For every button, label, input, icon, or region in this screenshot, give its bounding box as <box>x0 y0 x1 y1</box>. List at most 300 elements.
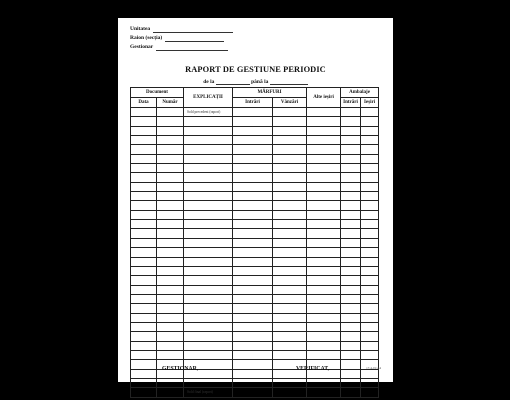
table-cell[interactable] <box>184 266 233 275</box>
table-cell[interactable] <box>233 360 273 369</box>
period-line <box>118 78 393 85</box>
table-cell[interactable] <box>361 294 379 303</box>
table-cell[interactable] <box>184 136 233 145</box>
table-cell[interactable] <box>361 210 379 219</box>
table-cell[interactable] <box>184 192 233 201</box>
table-cell[interactable] <box>307 276 341 285</box>
table-cell[interactable] <box>131 238 157 247</box>
table-cell[interactable] <box>361 369 379 378</box>
table-cell[interactable] <box>273 276 307 285</box>
table-cell[interactable] <box>184 145 233 154</box>
table-cell[interactable] <box>307 313 341 322</box>
table-cell[interactable] <box>233 229 273 238</box>
table-cell[interactable] <box>157 201 184 210</box>
period-to-blank[interactable] <box>270 78 308 85</box>
table-cell[interactable] <box>131 257 157 266</box>
table-cell[interactable] <box>157 378 184 387</box>
table-row <box>131 332 379 341</box>
table-cell[interactable] <box>307 388 341 397</box>
table-cell[interactable] <box>341 145 361 154</box>
table-cell[interactable] <box>361 220 379 229</box>
table-row <box>131 229 379 238</box>
table-cell[interactable] <box>361 108 379 117</box>
table-cell[interactable] <box>131 266 157 275</box>
table-cell[interactable] <box>341 332 361 341</box>
table-cell[interactable] <box>233 257 273 266</box>
table-cell[interactable] <box>233 341 273 350</box>
table-cell[interactable] <box>157 154 184 163</box>
table-cell[interactable] <box>361 313 379 322</box>
table-cell[interactable] <box>307 145 341 154</box>
table-cell[interactable] <box>307 117 341 126</box>
table-row <box>131 220 379 229</box>
closing-balance-cell: Sold final (raport) <box>184 388 233 397</box>
table-cell[interactable] <box>131 182 157 191</box>
table-cell[interactable] <box>184 173 233 182</box>
table-cell[interactable] <box>307 164 341 173</box>
table-cell[interactable] <box>361 229 379 238</box>
table-cell[interactable] <box>341 350 361 359</box>
table-cell[interactable] <box>341 378 361 387</box>
table-row <box>131 182 379 191</box>
report-table <box>130 87 379 398</box>
table-cell[interactable] <box>307 108 341 117</box>
period-from-blank[interactable] <box>216 78 250 85</box>
table-cell[interactable] <box>233 276 273 285</box>
table-cell[interactable] <box>361 154 379 163</box>
table-cell[interactable] <box>307 201 341 210</box>
table-cell[interactable] <box>307 350 341 359</box>
table-cell[interactable] <box>273 154 307 163</box>
form-title: RAPORT DE GESTIUNE PERIODIC <box>185 65 326 74</box>
table-cell[interactable] <box>341 164 361 173</box>
table-cell[interactable] <box>184 229 233 238</box>
table-cell[interactable] <box>307 182 341 191</box>
table-row <box>131 145 379 154</box>
table-row <box>131 285 379 294</box>
table-cell[interactable] <box>341 248 361 257</box>
table-cell[interactable] <box>361 257 379 266</box>
table-cell[interactable] <box>341 304 361 313</box>
table-cell[interactable] <box>307 136 341 145</box>
table-cell[interactable] <box>361 388 379 397</box>
table-cell[interactable] <box>157 210 184 219</box>
table-cell[interactable] <box>184 304 233 313</box>
table-body <box>131 108 379 398</box>
table-cell[interactable] <box>157 350 184 359</box>
table-cell[interactable] <box>233 369 273 378</box>
table-row <box>131 108 379 117</box>
table-cell[interactable] <box>273 201 307 210</box>
packaging-group-header: Ambalaje <box>341 88 379 98</box>
department-label: Raion (secția) <box>130 35 163 41</box>
table-cell[interactable] <box>273 313 307 322</box>
table-row <box>131 388 379 397</box>
table-cell[interactable] <box>157 341 184 350</box>
table-cell[interactable] <box>233 192 273 201</box>
table-cell[interactable] <box>307 322 341 331</box>
table-cell[interactable] <box>233 313 273 322</box>
table-cell[interactable] <box>184 378 233 387</box>
table-cell[interactable] <box>361 285 379 294</box>
table-cell[interactable] <box>307 332 341 341</box>
table-cell[interactable] <box>233 117 273 126</box>
table-cell[interactable] <box>307 173 341 182</box>
table-cell[interactable] <box>307 154 341 163</box>
table-cell[interactable] <box>273 145 307 154</box>
unit-label: Unitatea <box>130 26 151 32</box>
table-cell[interactable] <box>157 313 184 322</box>
table-cell[interactable] <box>341 192 361 201</box>
table-cell[interactable] <box>341 108 361 117</box>
table-cell[interactable] <box>341 360 361 369</box>
department-field <box>130 35 224 42</box>
table-cell[interactable] <box>157 276 184 285</box>
table-row <box>131 304 379 313</box>
table-cell[interactable] <box>341 182 361 191</box>
table-cell[interactable] <box>307 238 341 247</box>
table-cell[interactable] <box>341 126 361 135</box>
table-cell[interactable] <box>131 276 157 285</box>
table-row <box>131 322 379 331</box>
table-row <box>131 164 379 173</box>
table-cell[interactable] <box>273 248 307 257</box>
unit-line[interactable] <box>153 26 233 33</box>
table-cell[interactable] <box>131 341 157 350</box>
table-cell[interactable] <box>233 210 273 219</box>
table-cell[interactable] <box>233 182 273 191</box>
table-row <box>131 192 379 201</box>
table-cell[interactable] <box>361 201 379 210</box>
table-cell[interactable] <box>361 378 379 387</box>
table-cell[interactable] <box>361 276 379 285</box>
table-cell[interactable] <box>131 229 157 238</box>
date-header: Data <box>131 98 157 108</box>
table-cell[interactable] <box>131 136 157 145</box>
table-cell[interactable] <box>157 285 184 294</box>
table-cell[interactable] <box>341 266 361 275</box>
table-cell[interactable] <box>184 332 233 341</box>
table-cell[interactable] <box>341 117 361 126</box>
table-cell[interactable] <box>157 173 184 182</box>
sales-header: Vânzări <box>273 98 307 108</box>
table-cell[interactable] <box>341 322 361 331</box>
table-row <box>131 201 379 210</box>
table-cell[interactable] <box>341 173 361 182</box>
table-cell[interactable] <box>131 378 157 387</box>
table-cell[interactable] <box>233 322 273 331</box>
table-cell[interactable] <box>341 276 361 285</box>
table-cell[interactable] <box>361 332 379 341</box>
table-cell[interactable] <box>361 164 379 173</box>
table-cell[interactable] <box>361 350 379 359</box>
table-cell[interactable] <box>233 145 273 154</box>
table-cell[interactable] <box>131 313 157 322</box>
table-cell[interactable] <box>273 238 307 247</box>
table-cell[interactable] <box>157 248 184 257</box>
table-cell[interactable] <box>184 285 233 294</box>
packaging-outputs-header: Ieșiri <box>361 98 379 108</box>
table-cell[interactable] <box>307 304 341 313</box>
table-cell[interactable] <box>307 257 341 266</box>
table-cell[interactable] <box>233 201 273 210</box>
table-cell[interactable] <box>273 210 307 219</box>
table-cell[interactable] <box>131 210 157 219</box>
table-cell[interactable] <box>233 173 273 182</box>
table-cell[interactable] <box>184 154 233 163</box>
table-cell[interactable] <box>361 266 379 275</box>
table-cell[interactable] <box>184 210 233 219</box>
table-cell[interactable] <box>157 117 184 126</box>
table-cell[interactable] <box>273 229 307 238</box>
table-cell[interactable] <box>307 248 341 257</box>
table-cell[interactable] <box>341 201 361 210</box>
table-row <box>131 276 379 285</box>
table-cell[interactable] <box>341 341 361 350</box>
other-outputs-header: Alte ieșiri <box>307 88 341 108</box>
table-cell[interactable] <box>131 369 157 378</box>
table-cell[interactable] <box>273 304 307 313</box>
table-cell[interactable] <box>184 248 233 257</box>
manager-field <box>130 44 228 51</box>
table-cell[interactable] <box>184 322 233 331</box>
table-row <box>131 341 379 350</box>
table-cell[interactable] <box>184 341 233 350</box>
table-cell[interactable] <box>157 182 184 191</box>
table-cell[interactable] <box>273 322 307 331</box>
table-row <box>131 136 379 145</box>
manager-signature-label: GESTIONAR, <box>162 366 199 372</box>
table-cell[interactable] <box>307 285 341 294</box>
table-cell[interactable] <box>307 220 341 229</box>
table-cell[interactable] <box>131 332 157 341</box>
table-cell[interactable] <box>233 350 273 359</box>
table-cell[interactable] <box>184 313 233 322</box>
table-cell[interactable] <box>307 378 341 387</box>
table-cell[interactable] <box>184 294 233 303</box>
document-group-header: Document <box>131 88 184 98</box>
table-cell[interactable] <box>233 388 273 397</box>
table-cell[interactable] <box>184 238 233 247</box>
table-cell[interactable] <box>157 220 184 229</box>
table-row <box>131 266 379 275</box>
table-cell[interactable] <box>184 126 233 135</box>
table-cell[interactable] <box>273 220 307 229</box>
table-cell[interactable] <box>233 126 273 135</box>
table-cell[interactable] <box>341 154 361 163</box>
table-cell[interactable] <box>273 117 307 126</box>
goods-group-header: MĂRFURI <box>233 88 307 98</box>
table-cell[interactable] <box>273 294 307 303</box>
table-cell[interactable] <box>233 378 273 387</box>
table-cell[interactable] <box>341 136 361 145</box>
table-cell[interactable] <box>273 182 307 191</box>
table-cell[interactable] <box>273 388 307 397</box>
table-cell[interactable] <box>233 266 273 275</box>
table-cell[interactable] <box>131 145 157 154</box>
table-cell[interactable] <box>307 266 341 275</box>
table-cell[interactable] <box>307 294 341 303</box>
form-sheet <box>118 18 393 395</box>
table-row <box>131 126 379 135</box>
table-cell[interactable] <box>341 285 361 294</box>
table-row <box>131 248 379 257</box>
table-cell[interactable] <box>273 285 307 294</box>
table-cell[interactable] <box>131 322 157 331</box>
table-cell[interactable] <box>273 350 307 359</box>
table-cell[interactable] <box>184 164 233 173</box>
table-cell[interactable] <box>233 304 273 313</box>
table-cell[interactable] <box>131 173 157 182</box>
table-row <box>131 313 379 322</box>
table-cell[interactable] <box>361 136 379 145</box>
table-cell[interactable] <box>273 378 307 387</box>
table-cell[interactable] <box>131 192 157 201</box>
table-cell[interactable] <box>184 201 233 210</box>
department-line[interactable] <box>165 35 224 42</box>
table-cell[interactable] <box>131 248 157 257</box>
table-cell[interactable] <box>157 238 184 247</box>
table-cell[interactable] <box>307 126 341 135</box>
table-cell[interactable] <box>341 238 361 247</box>
table-cell[interactable] <box>273 192 307 201</box>
table-cell[interactable] <box>233 294 273 303</box>
table-cell[interactable] <box>157 257 184 266</box>
table-cell[interactable] <box>307 341 341 350</box>
manager-label: Gestionar <box>130 44 154 50</box>
period-to-label: până la <box>251 79 269 85</box>
table-cell[interactable] <box>233 154 273 163</box>
table-cell[interactable] <box>157 304 184 313</box>
manager-line[interactable] <box>156 44 228 51</box>
table-cell[interactable] <box>233 248 273 257</box>
table-cell[interactable] <box>184 350 233 359</box>
table-cell[interactable] <box>361 248 379 257</box>
unit-field <box>130 26 233 33</box>
table-cell[interactable] <box>233 238 273 247</box>
table-cell[interactable] <box>361 117 379 126</box>
table-cell[interactable] <box>131 304 157 313</box>
goods-inputs-header: Intrări <box>233 98 273 108</box>
table-cell[interactable] <box>273 266 307 275</box>
table-cell[interactable] <box>157 294 184 303</box>
table-cell[interactable] <box>341 294 361 303</box>
table-cell[interactable] <box>307 192 341 201</box>
table-cell[interactable] <box>341 369 361 378</box>
form-code: 17-4-01/A4 <box>366 366 381 370</box>
table-row <box>131 257 379 266</box>
table-cell[interactable] <box>157 108 184 117</box>
table-cell[interactable] <box>361 182 379 191</box>
table-cell[interactable] <box>341 210 361 219</box>
table-cell[interactable] <box>184 257 233 266</box>
table-cell[interactable] <box>157 145 184 154</box>
table-cell[interactable] <box>273 173 307 182</box>
table-cell[interactable] <box>233 285 273 294</box>
table-cell[interactable] <box>307 210 341 219</box>
verified-signature-label: VERIFICAT, <box>296 366 330 372</box>
table-cell[interactable] <box>131 350 157 359</box>
table-row <box>131 117 379 126</box>
table-cell[interactable] <box>157 332 184 341</box>
table-cell[interactable] <box>361 238 379 247</box>
explanations-header: EXPLICAȚII <box>184 88 233 108</box>
table-cell[interactable] <box>233 108 273 117</box>
table-cell[interactable] <box>131 108 157 117</box>
table-cell[interactable] <box>341 388 361 397</box>
table-cell[interactable] <box>131 154 157 163</box>
period-from-label: de la <box>203 79 215 85</box>
table-cell[interactable] <box>273 126 307 135</box>
table-cell[interactable] <box>157 229 184 238</box>
table-cell[interactable] <box>361 192 379 201</box>
table-cell[interactable] <box>341 229 361 238</box>
table-row <box>131 294 379 303</box>
table-cell[interactable] <box>131 388 157 397</box>
table-cell[interactable] <box>233 136 273 145</box>
table-cell[interactable] <box>131 164 157 173</box>
table-cell[interactable] <box>361 126 379 135</box>
table-cell[interactable] <box>273 108 307 117</box>
table-cell[interactable] <box>157 266 184 275</box>
table-row <box>131 350 379 359</box>
table-cell[interactable] <box>273 164 307 173</box>
table-cell[interactable] <box>131 294 157 303</box>
table-row <box>131 173 379 182</box>
table-cell[interactable] <box>157 388 184 397</box>
table-cell[interactable] <box>184 220 233 229</box>
table-row <box>131 238 379 247</box>
number-header: Număr <box>157 98 184 108</box>
table-row <box>131 378 379 387</box>
table-cell[interactable] <box>361 145 379 154</box>
table-cell[interactable] <box>341 257 361 266</box>
table-cell[interactable] <box>157 136 184 145</box>
table-row <box>131 210 379 219</box>
table-cell[interactable] <box>273 257 307 266</box>
table-cell[interactable] <box>184 117 233 126</box>
table-cell[interactable] <box>273 332 307 341</box>
table-cell[interactable] <box>184 276 233 285</box>
table-cell[interactable] <box>131 201 157 210</box>
table-cell[interactable] <box>157 164 184 173</box>
table-cell[interactable] <box>233 164 273 173</box>
table-cell[interactable] <box>131 360 157 369</box>
table-cell[interactable] <box>341 220 361 229</box>
table-cell[interactable] <box>157 192 184 201</box>
table-cell[interactable] <box>361 341 379 350</box>
table-cell[interactable] <box>307 229 341 238</box>
table-cell[interactable] <box>131 220 157 229</box>
table-cell[interactable] <box>131 285 157 294</box>
table-cell[interactable] <box>273 136 307 145</box>
table-cell[interactable] <box>184 182 233 191</box>
packaging-inputs-header: Intrări <box>341 98 361 108</box>
table-cell[interactable] <box>361 322 379 331</box>
opening-balance-cell: Sold precedent (raport) <box>184 108 233 117</box>
table-cell[interactable] <box>157 322 184 331</box>
table-cell[interactable] <box>233 332 273 341</box>
table-cell[interactable] <box>131 117 157 126</box>
table-cell[interactable] <box>157 126 184 135</box>
table-row <box>131 154 379 163</box>
table-cell[interactable] <box>361 304 379 313</box>
table-cell[interactable] <box>233 220 273 229</box>
table-cell[interactable] <box>131 126 157 135</box>
table-cell[interactable] <box>341 313 361 322</box>
table-cell[interactable] <box>273 341 307 350</box>
table-cell[interactable] <box>361 173 379 182</box>
